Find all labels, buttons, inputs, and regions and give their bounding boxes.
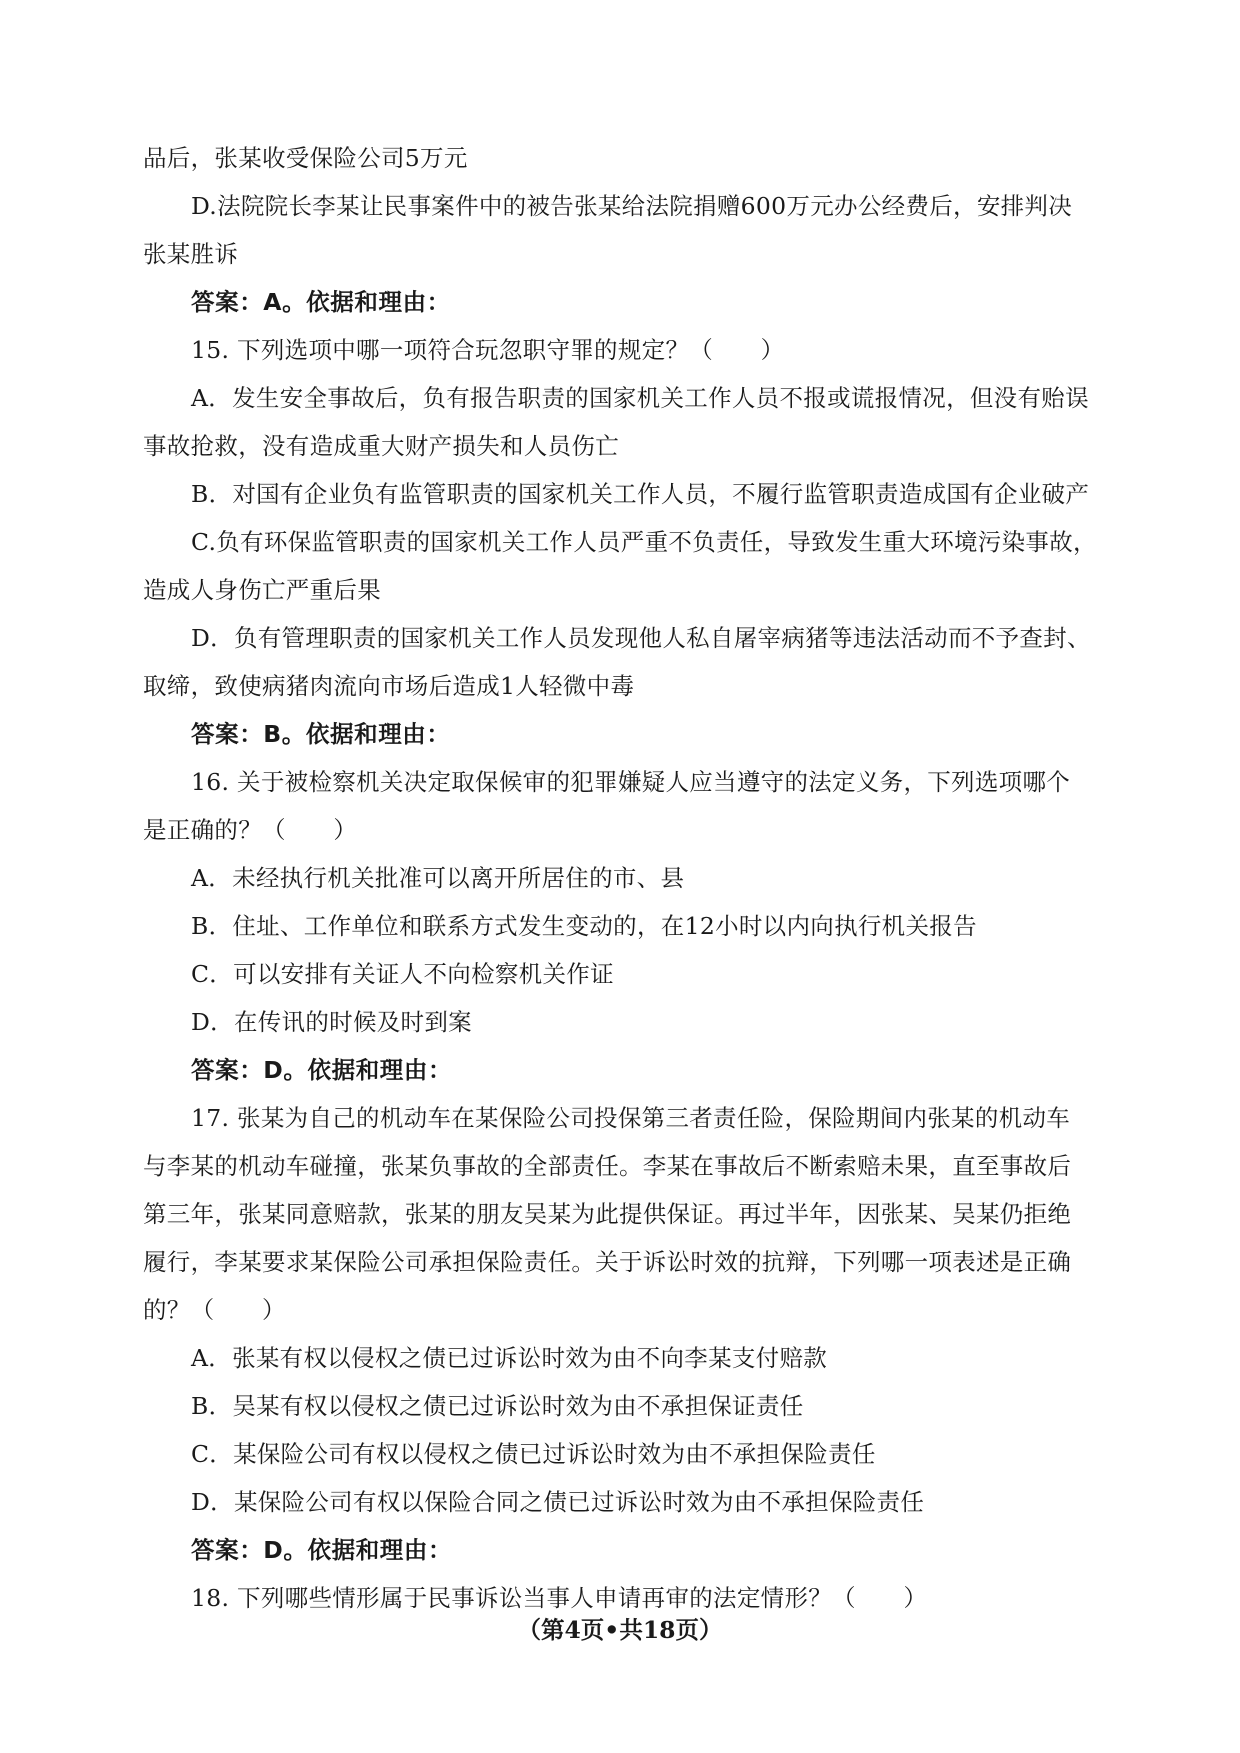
text-line: 张某胜诉 xyxy=(143,240,239,268)
text-line: 18. 下列哪些情形属于民事诉讼当事人申请再审的法定情形？（ ） xyxy=(191,1584,928,1612)
text-line: 品后，张某收受保险公司5万元 xyxy=(143,144,468,172)
text-line: A．发生安全事故后，负有报告职责的国家机关工作人员不报或谎报情况，但没有贻误 xyxy=(191,384,1089,412)
text-line: 造成人身伤亡严重后果 xyxy=(143,576,381,604)
text-line: C．某保险公司有权以侵权之债已过诉讼时效为由不承担保险责任 xyxy=(191,1440,876,1468)
text-line: 15. 下列选项中哪一项符合玩忽职守罪的规定？（ ） xyxy=(191,336,785,364)
text-line: A．张某有权以侵权之债已过诉讼时效为由不向李某支付赔款 xyxy=(191,1344,828,1372)
text-line: 的？（ ） xyxy=(143,1296,286,1324)
text-line: C．可以安排有关证人不向检察机关作证 xyxy=(191,960,614,988)
text-line: D．某保险公司有权以保险合同之债已过诉讼时效为由不承担保险责任 xyxy=(191,1488,925,1516)
text-line: D．在传讯的时候及时到案 xyxy=(191,1008,472,1036)
answer-line: 答案：D。依据和理由： xyxy=(191,1056,453,1084)
text-line: B．吴某有权以侵权之债已过诉讼时效为由不承担保证责任 xyxy=(191,1392,804,1420)
page-footer: （第4页•共18页） xyxy=(517,1616,723,1644)
answer-line: 答案：B。依据和理由： xyxy=(191,720,451,748)
text-line: 取缔，致使病猪肉流向市场后造成1人轻微中毒 xyxy=(143,672,635,700)
answer-line: 答案：D。依据和理由： xyxy=(191,1536,453,1564)
text-line: 17. 张某为自己的机动车在某保险公司投保第三者责任险，保险期间内张某的机动车 xyxy=(191,1104,1071,1132)
text-line: B．住址、工作单位和联系方式发生变动的，在12小时以内向执行机关报告 xyxy=(191,912,977,940)
text-line: D.法院院长李某让民事案件中的被告张某给法院捐赠600万元办公经费后，安排判决 xyxy=(191,192,1073,220)
text-line: 事故抢救，没有造成重大财产损失和人员伤亡 xyxy=(143,432,619,460)
text-line: 16. 关于被检察机关决定取保候审的犯罪嫌疑人应当遵守的法定义务，下列选项哪个 xyxy=(191,768,1071,796)
text-line: 履行，李某要求某保险公司承担保险责任。关于诉讼时效的抗辩，下列哪一项表述是正确 xyxy=(143,1248,1072,1276)
text-line: 与李某的机动车碰撞，张某负事故的全部责任。李某在事故后不断索赔未果，直至事故后 xyxy=(143,1152,1072,1180)
text-line: B．对国有企业负有监管职责的国家机关工作人员，不履行监管职责造成国有企业破产 xyxy=(191,480,1090,508)
text-line: 是正确的？（ ） xyxy=(143,816,358,844)
answer-line: 答案：A。依据和理由： xyxy=(191,288,451,316)
text-line: D．负有管理职责的国家机关工作人员发现他人私自屠宰病猪等违法活动而不予查封、 xyxy=(191,624,1091,652)
page-body xyxy=(143,134,1123,1622)
text-line: A．未经执行机关批准可以离开所居住的市、县 xyxy=(191,864,685,892)
text-line: C.负有环保监管职责的国家机关工作人员严重不负责任，导致发生重大环境污染事故， xyxy=(191,528,1097,556)
text-line: 第三年，张某同意赔款，张某的朋友吴某为此提供保证。再过半年，因张某、吴某仍拒绝 xyxy=(143,1200,1072,1228)
